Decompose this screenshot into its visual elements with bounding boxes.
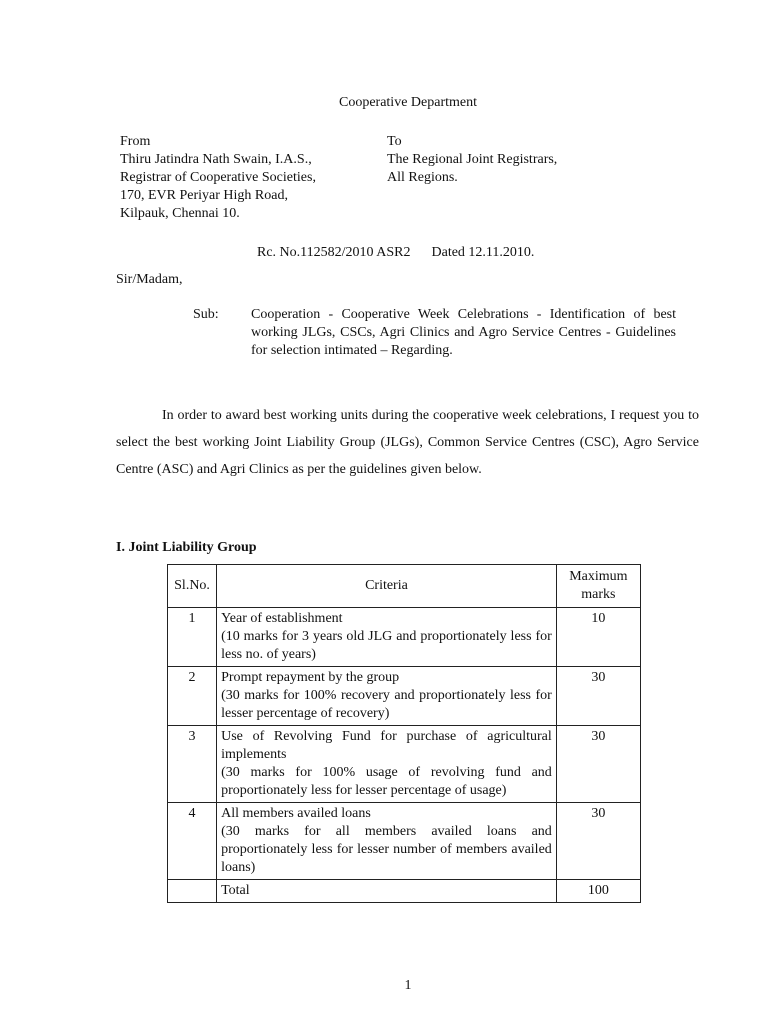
subject-text: Cooperation - Cooperative Week Celebrations - Identification of best working JLGs, CSCs, Agri Clinics and Agro Service Centres - Guidelines for selection intimated – Regarding. bbox=[251, 307, 676, 358]
total-empty-cell bbox=[168, 880, 217, 903]
criteria-detail: (30 marks for 100% recovery and proportionately less for lesser percentage of recovery) bbox=[221, 688, 552, 721]
to-address-block bbox=[387, 133, 647, 187]
header-slno: Sl.No. bbox=[168, 565, 217, 608]
criteria-title: Use of Revolving Fund for purchase of agricultural implements bbox=[221, 729, 552, 762]
criteria-title: All members availed loans bbox=[221, 806, 371, 821]
row-marks: 30 bbox=[556, 803, 640, 880]
table-row bbox=[168, 608, 641, 667]
body-paragraph bbox=[116, 402, 699, 483]
row-criteria bbox=[217, 726, 557, 803]
from-line: Kilpauk, Chennai 10. bbox=[120, 206, 240, 221]
reference-line: Rc. No.112582/2010 ASR2 Dated 12.11.2010. bbox=[257, 245, 535, 260]
row-slno: 4 bbox=[168, 803, 217, 880]
row-marks: 10 bbox=[556, 608, 640, 667]
total-marks: 100 bbox=[556, 880, 640, 903]
row-criteria bbox=[217, 667, 557, 726]
body-paragraph-text: In order to award best working units during the cooperative week celebrations, I request you to select the best working Joint Liability Group (JLGs), Common Service Centres (CSC), Agro Service Centre (ASC) and Agri Clinics as per the guidelines given below. bbox=[116, 408, 699, 477]
row-criteria bbox=[217, 608, 557, 667]
section-title: I. Joint Liability Group bbox=[116, 540, 257, 555]
criteria-detail: (30 marks for 100% usage of revolving fund and proportionately less for lesser percentage of usage) bbox=[221, 765, 552, 798]
table-header-row bbox=[168, 565, 641, 608]
row-marks: 30 bbox=[556, 726, 640, 803]
table-total-row bbox=[168, 880, 641, 903]
criteria-title: Year of establishment bbox=[221, 611, 343, 626]
criteria-detail: (30 marks for all members availed loans and proportionately less for lesser number of members availed loans) bbox=[221, 824, 552, 875]
total-label: Total bbox=[217, 880, 557, 903]
from-line: Thiru Jatindra Nath Swain, I.A.S., bbox=[120, 152, 312, 167]
row-slno: 1 bbox=[168, 608, 217, 667]
from-label: From bbox=[120, 134, 151, 149]
criteria-table bbox=[167, 564, 641, 903]
table-row bbox=[168, 667, 641, 726]
row-marks: 30 bbox=[556, 667, 640, 726]
to-line: All Regions. bbox=[387, 170, 458, 185]
header-criteria: Criteria bbox=[217, 565, 557, 608]
criteria-title: Prompt repayment by the group bbox=[221, 670, 400, 685]
row-slno: 3 bbox=[168, 726, 217, 803]
header-max-marks: Maximum marks bbox=[556, 565, 640, 608]
table-row bbox=[168, 726, 641, 803]
from-address-block bbox=[120, 133, 380, 223]
row-slno: 2 bbox=[168, 667, 217, 726]
subject-label: Sub: bbox=[193, 307, 219, 322]
page-number: 1 bbox=[404, 978, 412, 993]
to-line: The Regional Joint Registrars, bbox=[387, 152, 558, 167]
from-line: Registrar of Cooperative Societies, bbox=[120, 170, 316, 185]
row-criteria bbox=[217, 803, 557, 880]
criteria-detail: (10 marks for 3 years old JLG and proportionately less for less no. of years) bbox=[221, 629, 552, 662]
to-label: To bbox=[387, 134, 402, 149]
department-heading: Cooperative Department bbox=[338, 95, 477, 110]
table-row bbox=[168, 803, 641, 880]
salutation: Sir/Madam, bbox=[116, 272, 183, 287]
from-line: 170, EVR Periyar High Road, bbox=[120, 188, 288, 203]
